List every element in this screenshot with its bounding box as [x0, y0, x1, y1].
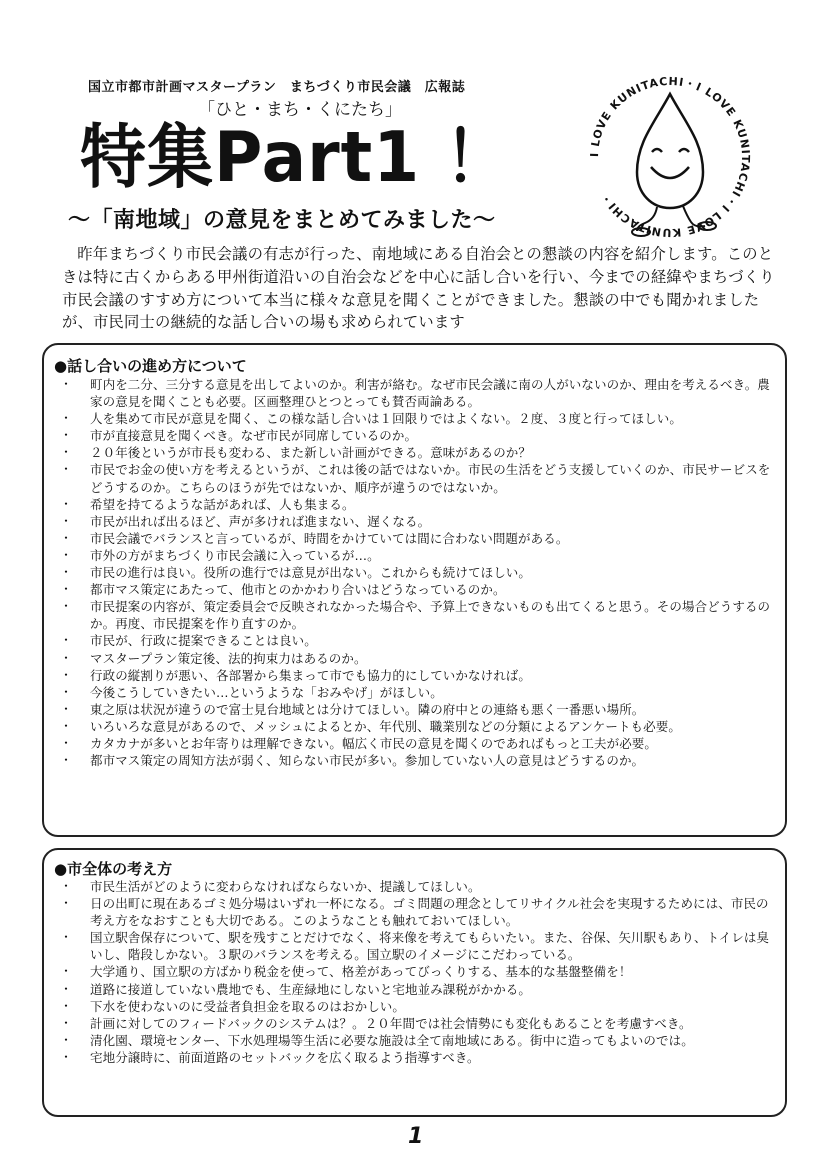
list-item: ・ 都市マス策定の周知方法が弱く、知らない市民が多い。参加していない人の意見はどうするのか。 — [60, 752, 776, 769]
section-title-discussion: ●話し合いの進め方について — [54, 357, 247, 375]
list-item: ・ 宅地分譲時に、前面道路のセットバックを広く取るよう指導すべき。 — [60, 1049, 776, 1066]
publication-header: 国立市都市計画マスタープラン まちづくり市民会議 広報誌 — [88, 80, 466, 95]
list-item: ・ 市民会議でバランスと言っているが、時間をかけていては間に合わない問題がある。 — [60, 530, 776, 547]
i-love-kunitachi-logo — [585, 72, 755, 242]
list-item: ・ マスタープラン策定後、法的拘束力はあるのか。 — [60, 650, 776, 667]
list-item: ・ 大学通り、国立駅の方ばかり税金を使って、格差があってびっくりする、基本的な基盤整備を！ — [60, 963, 776, 980]
intro-paragraph — [62, 243, 782, 334]
page-subtitle: ～「南地域」の意見をまとめてみました～ — [68, 208, 496, 233]
list-item: ・ 市民が出れば出るほど、声が多ければ進まない、遅くなる。 — [60, 513, 776, 530]
logo-ring-text: I LOVE KUNITACHI・I LOVE KUNITACHI・I LOVE KUNITACHI・ — [587, 74, 753, 240]
list-item: ・ 市民でお金の使い方を考えるというが、これは後の話ではないか。市民の生活をどう支援していくのか、市民サービスをどうするのか。こちらのほうが先ではないか、順序が違うのではないか。 — [60, 461, 776, 495]
list-item: ・ 市外の方がまちづくり市民会議に入っているが…。 — [60, 547, 776, 564]
list-item: ・ カタカナが多いとお年寄りは理解できない。幅広く市民の意見を聞くのであればもっと工夫が必要。 — [60, 735, 776, 752]
list-item: ・ 市民が、行政に提案できることは良い。 — [60, 632, 776, 649]
citywide-opinion-list — [60, 878, 776, 1066]
discussion-opinion-list — [60, 376, 776, 769]
list-item: ・ 市民の進行は良い。役所の進行では意見が出ない。これからも続けてほしい。 — [60, 564, 776, 581]
list-item: ・ 東之原は状況が違うので富士見台地域とは分けてほしい。隣の府中との連絡も悪く一番悪い場所。 — [60, 701, 776, 718]
list-item: ・ 今後こうしていきたい…というような「おみやげ」がほしい。 — [60, 684, 776, 701]
list-item: ・ 日の出町に現在あるゴミ処分場はいずれ一杯になる。ゴミ問題の理念としてリサイクル社会を実現するためには、市民の考え方をなおすことも大切である。このようなことも触れておいてほしい。 — [60, 895, 776, 929]
list-item: ・ 下水を使わないのに受益者負担金を取るのはおかしい。 — [60, 998, 776, 1015]
list-item: ・ 行政の縦割りが悪い、各部署から集まって市でも協力的にしていかなければ。 — [60, 667, 776, 684]
list-item: ・ 道路に接道していない農地でも、生産緑地にしないと宅地並み課税がかかる。 — [60, 981, 776, 998]
page-number: 1 — [408, 1124, 424, 1149]
publication-name: 「ひと・まち・くにたち」 — [198, 100, 402, 120]
list-item: ・ 市民提案の内容が、策定委員会で反映されなかった場合や、予算上できないものも出てくると思う。その場合どうするのか。再度、市民提案を作り直すのか。 — [60, 598, 776, 632]
list-item: ・ 町内を二分、三分する意見を出してよいのか。利害が絡む。なぜ市民会議に南の人がいないのか、理由を考えるべき。農家の意見を聞くことも必要。区画整理ひとつとっても賛否両論ある。 — [60, 376, 776, 410]
list-item: ・ ２０年後というが市長も変わる、また新しい計画ができる。意味があるのか？ — [60, 444, 776, 461]
page-title: 特集Part1 ！ — [80, 117, 512, 198]
list-item: ・ 希望を持てるような話があれば、人も集まる。 — [60, 496, 776, 513]
list-item: ・ いろいろな意見があるので、メッシュによるとか、年代別、職業別などの分類によるアンケートも必要。 — [60, 718, 776, 735]
intro-text: 昨年まちづくり市民会議の有志が行った、南地域にある自治会との懇談の内容を紹介します。このときは特に古くからある甲州街道沿いの自治会などを中心に話し合いを行い、今までの経緯やまちづくり市民会議のすすめ方について本当に様々な意見を聞くことができました。懇談の中でも聞かれましたが、市民同士の継続的な話し合いの場も求められています — [62, 245, 775, 332]
svg-text:I LOVE KUNITACHI・I LOVE KUNITA — [588, 75, 752, 239]
list-item: ・ 清化園、環境センター、下水処理場等生活に必要な施設は全て南地域にある。街中に造ってもよいのでは。 — [60, 1032, 776, 1049]
section-title-citywide: ●市全体の考え方 — [54, 860, 173, 878]
list-item: ・ 人を集めて市民が意見を聞く、この様な話し合いは１回限りではよくない。２度、３度と行ってほしい。 — [60, 410, 776, 427]
list-item: ・ 市民生活がどのように変わらなければならないか、提議してほしい。 — [60, 878, 776, 895]
list-item: ・ 国立駅舎保存について、駅を残すことだけでなく、将来像を考えてもらいたい。また、谷保、矢川駅もあり、トイレは臭いし、階段しかない。３駅のバランスを考える。国立駅のイメージにこだわっている。 — [60, 929, 776, 963]
list-item: ・ 計画に対してのフィードバックのシステムは？。２０年間では社会情勢にも変化もあることを考慮すべき。 — [60, 1015, 776, 1032]
list-item: ・ 市が直接意見を聞くべき。なぜ市民が同席しているのか。 — [60, 427, 776, 444]
list-item: ・ 都市マス策定にあたって、他市とのかかわり合いはどうなっているのか。 — [60, 581, 776, 598]
